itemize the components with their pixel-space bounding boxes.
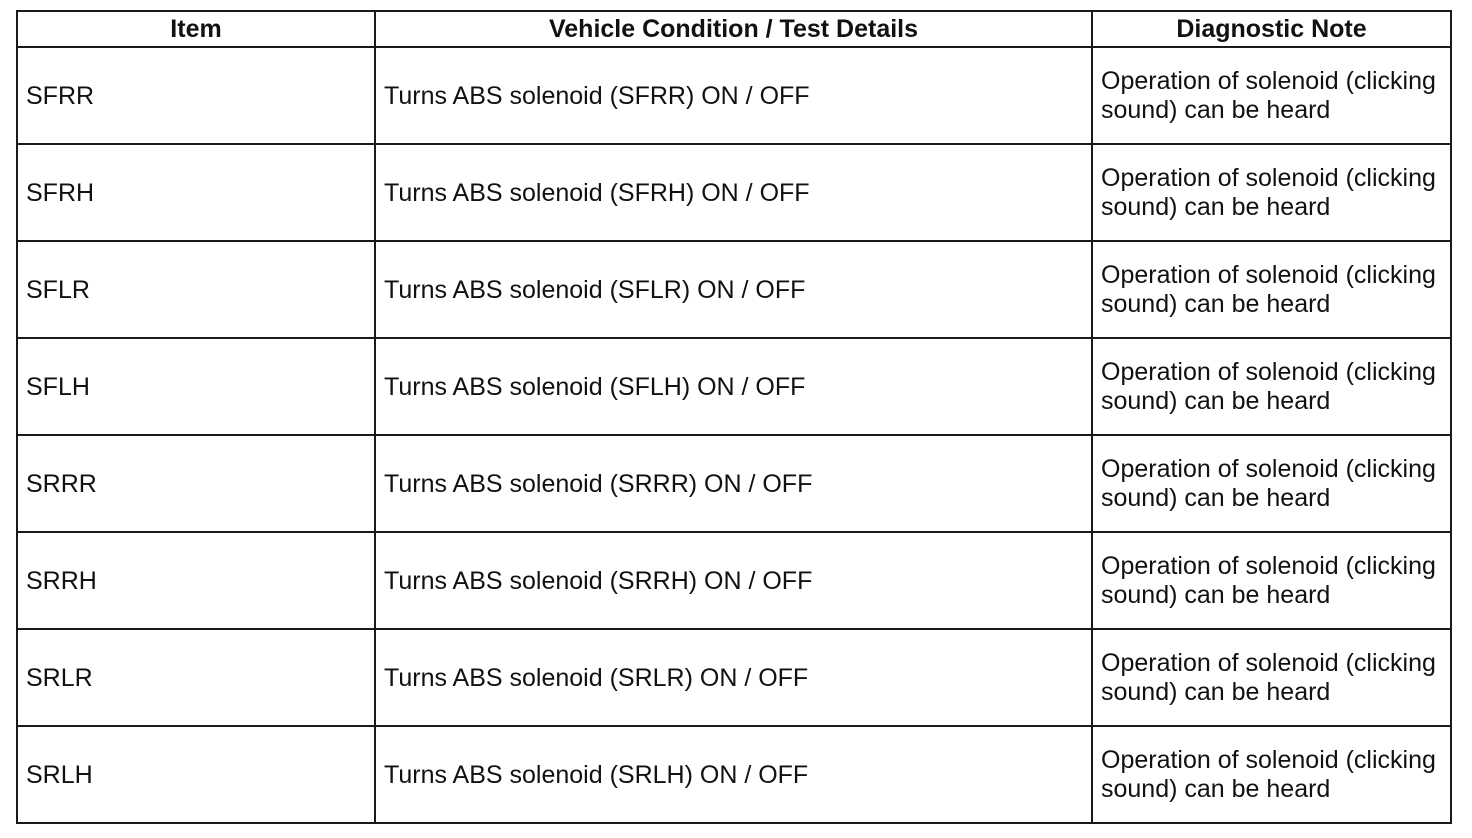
cell-item: SRLH <box>17 726 375 823</box>
header-diagnostic-note: Diagnostic Note <box>1092 11 1451 47</box>
cell-item: SFRR <box>17 47 375 144</box>
cell-item: SRLR <box>17 629 375 726</box>
table-row <box>17 144 1451 241</box>
cell-note: Operation of solenoid (clicking sound) can be heard <box>1092 726 1451 823</box>
table-header <box>17 11 1451 47</box>
cell-condition: Turns ABS solenoid (SRLR) ON / OFF <box>375 629 1092 726</box>
cell-item: SFRH <box>17 144 375 241</box>
cell-condition: Turns ABS solenoid (SFLH) ON / OFF <box>375 338 1092 435</box>
table-row <box>17 241 1451 338</box>
header-vehicle-condition: Vehicle Condition / Test Details <box>375 11 1092 47</box>
cell-note: Operation of solenoid (clicking sound) can be heard <box>1092 241 1451 338</box>
cell-item: SFLR <box>17 241 375 338</box>
header-item: Item <box>17 11 375 47</box>
table-row <box>17 435 1451 532</box>
cell-condition: Turns ABS solenoid (SFLR) ON / OFF <box>375 241 1092 338</box>
cell-item: SRRR <box>17 435 375 532</box>
cell-item: SFLH <box>17 338 375 435</box>
header-row <box>17 11 1451 47</box>
cell-condition: Turns ABS solenoid (SFRR) ON / OFF <box>375 47 1092 144</box>
diagnostic-table <box>16 10 1452 824</box>
table-row <box>17 47 1451 144</box>
cell-note: Operation of solenoid (clicking sound) can be heard <box>1092 47 1451 144</box>
table-row <box>17 726 1451 823</box>
table-row <box>17 532 1451 629</box>
cell-note: Operation of solenoid (clicking sound) can be heard <box>1092 532 1451 629</box>
cell-note: Operation of solenoid (clicking sound) can be heard <box>1092 338 1451 435</box>
table-row <box>17 338 1451 435</box>
cell-note: Operation of solenoid (clicking sound) can be heard <box>1092 144 1451 241</box>
cell-note: Operation of solenoid (clicking sound) can be heard <box>1092 435 1451 532</box>
cell-note: Operation of solenoid (clicking sound) can be heard <box>1092 629 1451 726</box>
cell-item: SRRH <box>17 532 375 629</box>
cell-condition: Turns ABS solenoid (SRRR) ON / OFF <box>375 435 1092 532</box>
cell-condition: Turns ABS solenoid (SRLH) ON / OFF <box>375 726 1092 823</box>
cell-condition: Turns ABS solenoid (SFRH) ON / OFF <box>375 144 1092 241</box>
table-row <box>17 629 1451 726</box>
cell-condition: Turns ABS solenoid (SRRH) ON / OFF <box>375 532 1092 629</box>
table-body <box>17 47 1451 823</box>
